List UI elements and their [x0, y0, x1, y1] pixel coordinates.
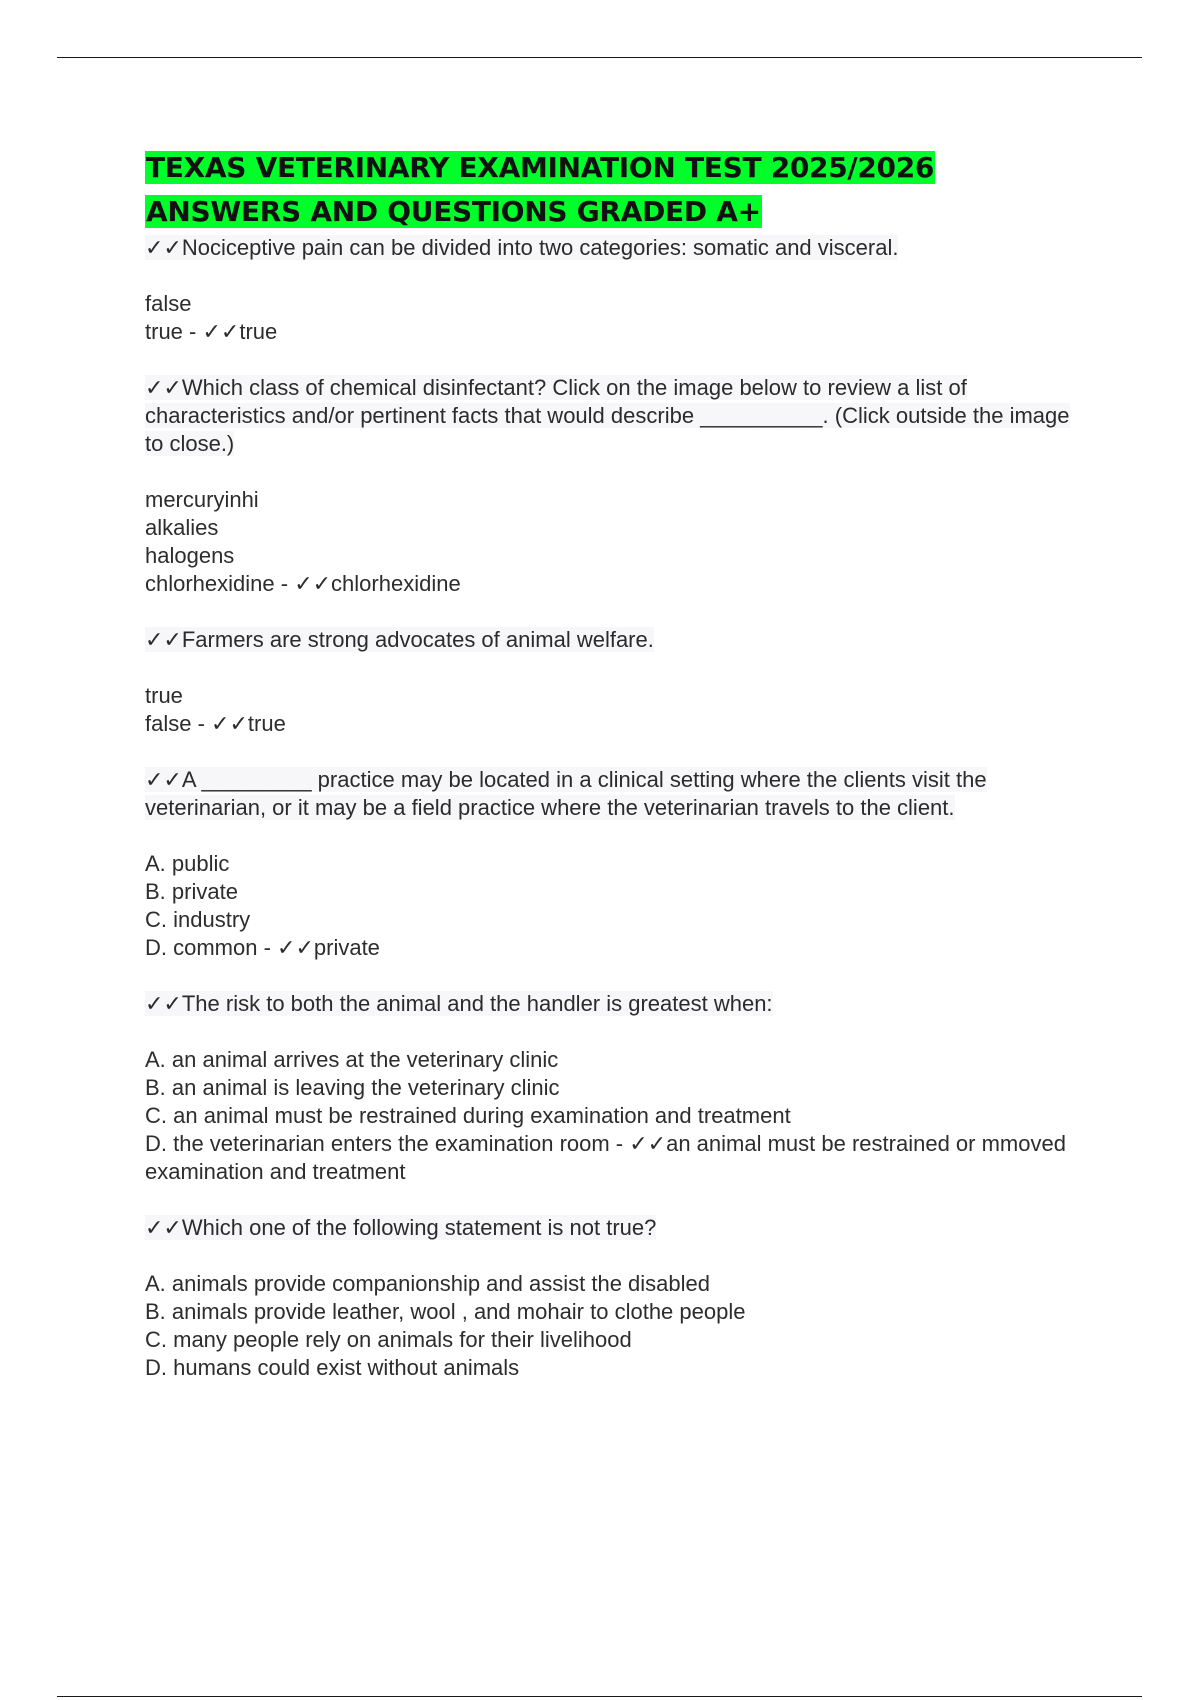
question-4: [145, 766, 1085, 822]
question-text: ✓✓Farmers are strong advocates of animal welfare.: [145, 627, 654, 652]
option: true - ✓✓true: [145, 319, 278, 344]
answer-options-6: [145, 1270, 1085, 1382]
title-line-1: TEXAS VETERINARY EXAMINATION TEST 2025/2026: [146, 151, 935, 184]
answer-options-1: [145, 290, 1085, 346]
option: A. an animal arrives at the veterinary clinic: [145, 1047, 559, 1072]
question-text: ✓✓Which one of the following statement is not true?: [145, 1215, 657, 1240]
option: B. animals provide leather, wool , and mohair to clothe people: [145, 1299, 746, 1324]
option: A. animals provide companionship and assist the disabled: [145, 1271, 710, 1296]
option: D. common - ✓✓private: [145, 935, 380, 960]
option: B. private: [145, 879, 238, 904]
question-1: [145, 234, 1085, 262]
title-line-2: ANSWERS AND QUESTIONS GRADED A+: [146, 195, 761, 228]
option: B. an animal is leaving the veterinary clinic: [145, 1075, 560, 1100]
answer-options-5: [145, 1046, 1085, 1186]
option: false - ✓✓true: [145, 711, 286, 736]
question-3: [145, 626, 1085, 654]
option: false: [145, 291, 192, 316]
question-text: ✓✓The risk to both the animal and the handler is greatest when:: [145, 991, 773, 1016]
option: true: [145, 683, 183, 708]
option: D. the veterinarian enters the examination room - ✓✓an animal must be restrained or mmoved examination and treatment: [145, 1131, 1066, 1184]
footer-rule: [57, 1696, 1142, 1697]
option: C. industry: [145, 907, 251, 932]
option: halogens: [145, 543, 235, 568]
question-text: ✓✓Nociceptive pain can be divided into two categories: somatic and visceral.: [145, 235, 899, 260]
option: C. many people rely on animals for their livelihood: [145, 1327, 632, 1352]
document-title: [145, 146, 1085, 234]
option: C. an animal must be restrained during examination and treatment: [145, 1103, 791, 1128]
option: chlorhexidine - ✓✓chlorhexidine: [145, 571, 461, 596]
question-text: ✓✓A _________ practice may be located in a clinical setting where the clients visit the veterinarian, or it may be a field practice where the veterinarian travels to the client.: [145, 767, 987, 820]
question-2: [145, 374, 1085, 458]
option: A. public: [145, 851, 230, 876]
option: alkalies: [145, 515, 219, 540]
option: D. humans could exist without animals: [145, 1355, 520, 1380]
question-5: [145, 990, 1085, 1018]
document-body: [145, 146, 1085, 1382]
option: mercuryinhi: [145, 487, 259, 512]
question-text: ✓✓Which class of chemical disinfectant? Click on the image below to review a list of characteristics and/or pertinent facts that would describe __________. (Click outside the image to close.): [145, 375, 1070, 456]
header-rule: [57, 57, 1142, 58]
answer-options-4: [145, 850, 1085, 962]
answer-options-3: [145, 682, 1085, 738]
question-6: [145, 1214, 1085, 1242]
answer-options-2: [145, 486, 1085, 598]
